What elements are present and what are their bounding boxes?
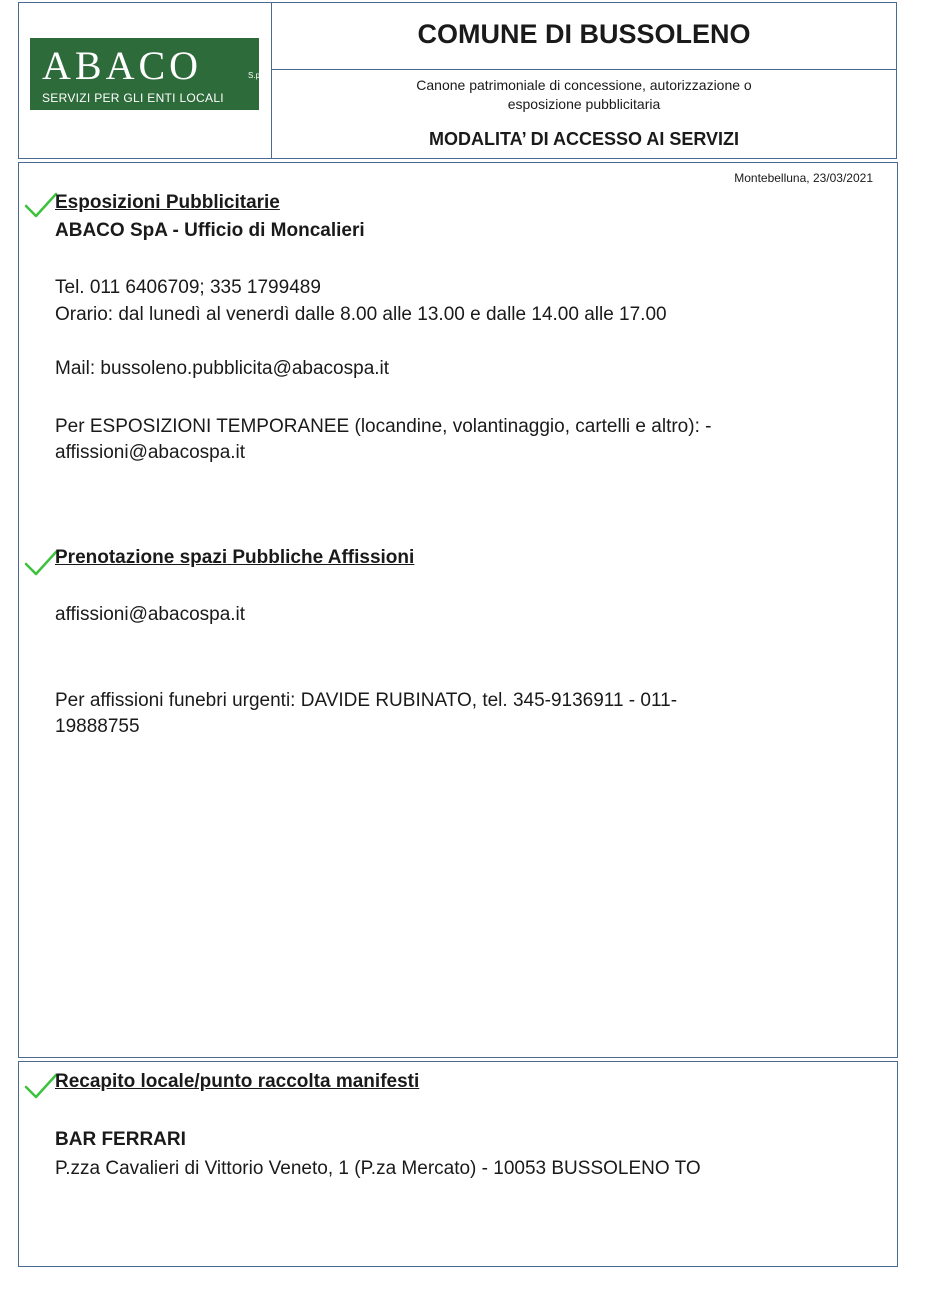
page-title: COMUNE DI BUSSOLENO (417, 19, 751, 49)
office-name: ABACO SpA - Ufficio di Moncalieri (55, 220, 365, 241)
urgent-contact-line-2: 19888755 (55, 716, 140, 737)
subtitle-line-1: Canone patrimoniale di concessione, autorizzazione o (416, 77, 752, 93)
section-heading-esposizioni: Esposizioni Pubblicitarie (55, 192, 280, 213)
checkmark-icon (24, 550, 58, 576)
temporary-exhibitions-line-2: affissioni@abacospa.it (55, 442, 246, 463)
logo-name: ABACO (42, 43, 203, 88)
subtitle-line-2: esposizione pubblicitaria (507, 96, 661, 112)
urgent-contact-line-1: Per affissioni funebri urgenti: DAVIDE RUBINATO, tel. 345-9136911 - 011- (55, 690, 678, 711)
section-heading-affissioni: Prenotazione spazi Pubbliche Affissioni (55, 547, 415, 568)
affissioni-email: affissioni@abacospa.it (55, 604, 246, 625)
mail-address: Mail: bussoleno.pubblicita@abacospa.it (55, 358, 390, 379)
section-heading-recapito: Recapito locale/punto raccolta manifesti (55, 1071, 420, 1092)
header-divider (272, 69, 896, 70)
section-title: MODALITA’ DI ACCESSO AI SERVIZI (428, 129, 740, 149)
telephone: Tel. 011 6406709; 335 1799489 (55, 277, 321, 298)
bar-address: P.zza Cavalieri di Vittorio Veneto, 1 (P.za Mercato) - 10053 BUSSOLENO TO (55, 1158, 701, 1179)
checkmark-icon (24, 192, 58, 218)
document-date: Montebelluna, 23/03/2021 (734, 171, 873, 185)
logo-suffix: S.p.A. (248, 71, 270, 80)
logo-tagline: SERVIZI PER GLI ENTI LOCALI (42, 91, 224, 105)
temporary-exhibitions-line-1: Per ESPOSIZIONI TEMPORANEE (locandine, volantinaggio, cartelli e altro): - (55, 416, 712, 437)
checkmark-icon (24, 1073, 58, 1099)
bar-name: BAR FERRARI (55, 1129, 186, 1150)
opening-hours: Orario: dal lunedì al venerdì dalle 8.00 alle 13.00 e dalle 14.00 alle 17.00 (55, 304, 667, 325)
abaco-logo (30, 38, 270, 110)
